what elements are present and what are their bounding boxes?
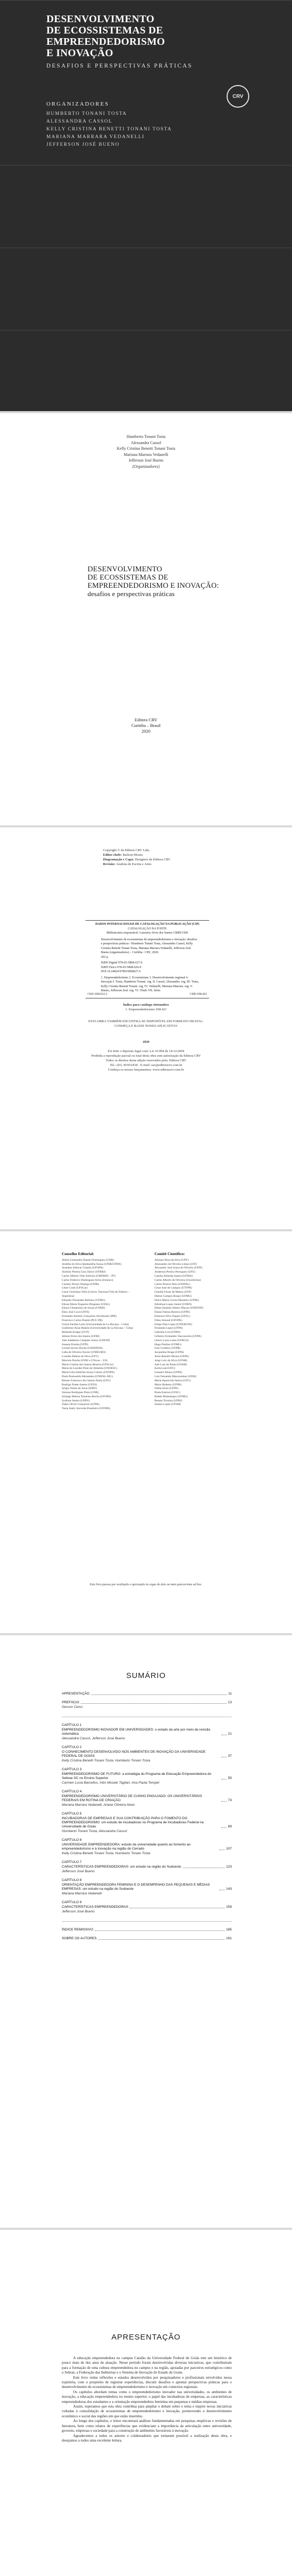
publisher-seal-icon [227, 85, 249, 108]
cover-subtitle: DESAFIOS E PERSPECTIVAS PRÁTICAS [46, 63, 193, 69]
member-name: Renato Teixeira (UFRJ) [154, 1399, 182, 1402]
toc-page-number: 159 [226, 1905, 232, 1909]
member-name: Cesar José de Campos (UTFPR) [154, 1286, 192, 1290]
toc-chapter-label[interactable] [62, 1745, 232, 1750]
isbn-print: ISBN Físico 978-65-5868-626-9 [101, 965, 142, 969]
member-name: Marcelo Paixão (UFRJ e UTexas – US) [62, 1359, 108, 1362]
member-name: Hugo Paulino (UFMG) [154, 1343, 182, 1346]
member-name: Maria Lília Imbiriba Sousa Colares (UFOPA) [62, 1371, 115, 1375]
member-name: Leandro Moura (UFPE) [154, 1371, 182, 1375]
paragraph: Os capítulos abordam temas como o empreendedorismo inovador nas universidades, os ambientes de inovação, a educação empreendedora no ensino superior, o papel das incubadoras de empresas, as características empreendedoras dos estudantes e a orientação empreendedora feminina em pequenas e médias empresas. [62, 2389, 232, 2404]
title-page [0, 413, 292, 825]
author-name: Humberto Tonani Tosta [126, 434, 166, 439]
title-line: DE ECOSSISTEMAS DE [88, 573, 168, 582]
member-name: Lídia de Oliveira Xavier (UNIEURO) [62, 1351, 106, 1354]
toc-entry[interactable] [62, 1865, 232, 1874]
toc-chapter-label[interactable] [62, 1901, 232, 1905]
cip-entry-text: Desenvolvimento de ecossistemas de empreendedorismo e inovação: desafios e perspectivas práticas / Humberto Tonani Tosta, Alessandra Cassol, Kelly Cristina Benetti Tonani Tosta, Mariana Marrara Vedanelli, Jefferson José Bueno (organizadores) – Curitiba : CRV, 2020. [101, 938, 197, 954]
cdd-code: CDD 658.421 [190, 992, 207, 996]
toc-entry[interactable] [62, 1772, 232, 1785]
toc-page-number: 191 [226, 1937, 232, 1940]
toc-entry-title: ORIENTAÇÃO EMPREENDEDORA FEMININA E O DESEMPENHO DAS PEQUENAS E MÉDIAS EMPRESAS: um estudo na região do Sudoeste [62, 1883, 210, 1891]
title-page-subtitle: desafios e perspectivas práticas [88, 590, 175, 598]
legal-block [0, 1019, 292, 1028]
toc-entry[interactable] [62, 1728, 232, 1741]
paragraph: Assim, esperamos que esta obra contribua para ampliar o debate sobre o tema e inspire novas iniciativas voltadas à consolidação de ecossistemas de empreendedorismo e inovação, promovendo o desenvolvimento econômico e social das regiões em que estão inseridos. [62, 2404, 232, 2418]
toc-chapter-label[interactable] [62, 1768, 232, 1772]
member-name: Carlos Pereira Neto (UNIFAL) [154, 1282, 191, 1286]
legal-line-2: CONHEÇA E BAIXE NOSSO APLICATIVO! [114, 1024, 178, 1028]
toc-page-number: 185 [226, 1928, 232, 1931]
toc-entry-title: O CONHECIMENTO DESENVOLVIDO NOS AMBIENTES DE INOVAÇÃO DA UNIVERSIDADE FEDERAL DE GOIÁS [62, 1750, 206, 1758]
member-name: Sydione Santos (UEPG) [62, 1399, 90, 1402]
publisher-name: Editora CRV [134, 717, 158, 722]
author-name: Jefferson José Bueno [128, 458, 164, 463]
cdu-code: CDU 658.012.2 [88, 992, 108, 996]
toc-entry-author: Mariana Marrara Vedanelli [62, 1892, 102, 1895]
member-name: Solange Helena Ximenes-Rocha (UFOPA) [62, 1395, 111, 1398]
cip-entry [85, 936, 209, 993]
member-name: Renato Francisco dos Santos Paula (UFG) [62, 1379, 111, 1382]
author-name: Mariana Marrara Vedanelli [124, 452, 168, 457]
toc-page-number: 21 [228, 1732, 232, 1736]
member-name: Sandra Lopes (UFSM) [154, 1403, 181, 1406]
member-name: Rodrigo Pratte-Santos (UFES) [62, 1383, 97, 1386]
member-name: Alexandre José Sousa de Oliveira (UFPI) [154, 1266, 202, 1270]
toc-entry[interactable] [62, 1750, 232, 1763]
member-name: Carmen Tereza Velanga (UNIR) [62, 1282, 99, 1286]
toc-entry-title: EMPREENDEDORISMO UNIVERSITÁRIO DE CUNHO ENGAJADO: OS UNIVERSITÁRIOS FEDERAIS EM ROTINA DE CRIAÇÃO [62, 1794, 202, 1802]
member-name: Eliane Fátima Bezerra (UFPE) [154, 1311, 190, 1314]
member-name: Andréia da Silva Quintanilha Sousa (UNIR/UFRN) [62, 1262, 122, 1266]
doi: DOI 10.24824/978655868627.6 [101, 970, 141, 973]
summary-title: SUMÁRIO [126, 1671, 166, 1680]
publisher-year: 2020 [142, 728, 150, 734]
toc-page-number: 107 [226, 1847, 232, 1851]
toc-entry-author: Jefferson José Bueno [62, 1910, 95, 1913]
toc-entry-author: Alessandra Cassol, Jefferson José Bueno [62, 1737, 125, 1740]
member-name: Fábio Amaral (UFOPA) [154, 1318, 182, 1322]
editor-value: Railson Moura [123, 853, 143, 857]
review-value: Analista de Escrita e Artes [116, 862, 152, 866]
toc-entry-title: APRESENTAÇÃO [62, 1692, 90, 1696]
member-name: Sérgio Nunes de Jesus (IFRO) [62, 1387, 97, 1391]
member-name: Ivan Cordeiro (UFPR) [154, 1347, 181, 1350]
member-name: Elizeu Clementino de Souza (UNEB) [62, 1307, 105, 1310]
member-name: Gilberto Fernandes Vasconcelos (UFPA) [154, 1334, 201, 1338]
member-name: Francisco Carlos Duarte (PUC-PR) [62, 1318, 103, 1322]
legal-deposit: Foi feito o depósito legal conf. Lei 10.994 de 14/12/2004 [108, 1049, 184, 1053]
member-name: Anderson Pereira Portuguez (UFU) [154, 1270, 196, 1274]
organizer-name: JEFFERSON JOSÉ BUENO [46, 142, 120, 147]
member-name: Jailson Alves dos Santos (UFRJ) [62, 1334, 100, 1338]
member-name: Tania Suely Azevedo Brasileiro (UFOPA) [62, 1407, 110, 1411]
committee-list [154, 1259, 232, 1407]
author-name: Kelly Cristina Benetti Tonani Tosta [116, 446, 176, 451]
member-name: Aldira Guimarães Duarte Domínguez (UNB) [62, 1258, 114, 1262]
editorial-council-page [0, 1231, 292, 1633]
member-name: João Adalberto Campato Junior (UNESP) [62, 1338, 110, 1342]
member-name: Dalton Campos Roque (UFMG) [154, 1294, 192, 1298]
member-name: Mario Roberto (UFPR) [154, 1383, 182, 1386]
member-name: José Luiz de Paula (UFAM) [154, 1363, 187, 1366]
paragraph: Agradecemos a todos os autores e colaboradores que tornaram possível a realização desta obra, e desejamos a todos uma excelente leitura. [62, 2433, 232, 2443]
toc-page-number: 11 [228, 1692, 232, 1696]
toc-entry-title: CAPÍTULO 3 [62, 1768, 82, 1771]
member-name: Leonel Severo Rocha (UNISINOS) [62, 1347, 103, 1350]
toc-entry[interactable] [62, 1817, 232, 1834]
organizers-heading: ORGANIZADORES [46, 101, 110, 107]
toc-leader [98, 1939, 225, 1940]
member-name: Jacqueline Braga (UFPA) [154, 1351, 184, 1354]
toc-entry-title: CAPÍTULO 5 [62, 1812, 82, 1816]
member-name: Edmilson Lopes Junior (UFRN) [154, 1302, 192, 1306]
cover-stripe [0, 330, 292, 331]
publisher-web: Conheça os nossos lançamentos: www.editoracrv.com.br [108, 1068, 184, 1072]
cover-title-line: E INOVAÇÃO [46, 47, 113, 59]
cip-librarian: Bibliotecária responsável: Luzenira Alves dos Santos CRB9/1506 [107, 931, 188, 935]
member-name: Helmuth Krüger (UCP) [62, 1331, 89, 1334]
toc-entry[interactable] [62, 1692, 232, 1696]
diagram-value: Designers da Editora CRV [134, 858, 170, 861]
organizer-name: HUMBERTO TONANI TOSTA [46, 111, 127, 116]
member-name: Simone Rodrigues Pinto (UNB) [62, 1391, 99, 1395]
presentation-page [0, 2230, 292, 2576]
toc-entry[interactable] [62, 1928, 232, 1932]
toc-entry-author: Kelly Cristina Benetti Tonani Tosta, Humberto Tonani Tosta [62, 1759, 150, 1762]
toc-entry-title: EMPREENDEDORISMO INOVADOR EM UNIVERSIDADES: o estado da arte por meio de revisão sistemática [62, 1728, 211, 1736]
title-line: DESENVOLVIMENTO [88, 565, 162, 573]
cip-subheading: CATALOGAÇÃO NA FONTE [128, 927, 167, 930]
toc-page-number: 55 [228, 1776, 232, 1780]
copyright-block [103, 848, 206, 867]
cip-record [85, 920, 209, 998]
member-name: Nádia Alves (UFPE) [154, 1387, 179, 1391]
member-name: Felipe Dias Lopes (UNIOESTE) [154, 1323, 193, 1326]
cip-heading: DADOS INTERNACIONAIS DE CATALOGAÇÃO NA PUBLICAÇÃO (CIP) [95, 923, 199, 926]
toc-entry-author: Gerson Cenci [62, 1705, 83, 1709]
organizer-name: MARIANA MARRARA VEDANELLI [46, 134, 145, 140]
toc-chapter-label[interactable] [62, 1860, 232, 1865]
member-name: Maria Aparecida Santos (UFU) [154, 1379, 191, 1382]
toc-leader [221, 1779, 227, 1780]
cover-title-line: EMPREENDEDORISMO [46, 36, 165, 47]
toc-entry[interactable] [62, 1937, 232, 1941]
review-label: Revisão: [103, 862, 115, 866]
toc-chapter-label[interactable] [62, 1812, 232, 1816]
presentation-body [62, 2356, 232, 2443]
toc-entry-title: PREFÁCIO [62, 1701, 79, 1704]
toc-page-number: 89 [228, 1825, 232, 1828]
publisher-city: Curitiba – Brasil [131, 723, 161, 728]
book-cover [0, 0, 292, 411]
cover-title-line: DESENVOLVIMENTO [46, 13, 154, 25]
toc-entry-author: Kelly Cristina Benetti Tonani Tosta, Humberto Tonani Tosta [62, 1852, 150, 1855]
author-role: (Organizadores) [132, 464, 160, 469]
toc-chapter-label[interactable] [62, 1723, 232, 1727]
author-name: Alessandra Cassol [131, 440, 161, 445]
rights-note-2: Todos os direitos desta edição reservados pela: Editora CRV [106, 1059, 186, 1062]
toc-leader [95, 1930, 225, 1931]
editor-label: Editor-chefe: [103, 853, 122, 857]
member-name: Alessandro de Oliveira Limas (UFF) [154, 1262, 197, 1266]
member-name: Carlos Federico Dominguez Avila (Unieuro) [62, 1278, 113, 1282]
member-name: Dulce Maria Correa Monteiro (UFPA) [154, 1298, 199, 1302]
copyright-line: Copyright © da Editora CRV Ltda. [103, 849, 150, 852]
toc-page-number: 123 [226, 1865, 232, 1869]
member-name: Élsio José Corá (UFFS) [62, 1311, 90, 1314]
organizer-name: ALESSANDRA CASSOL [46, 119, 113, 124]
publisher-info [0, 717, 292, 734]
title-line: EMPREENDEDORISMO E INOVAÇÃO: [88, 582, 219, 590]
member-name: Elbert Einstein Nehrer Macau (UNIFESP) [154, 1307, 203, 1310]
committee-column [154, 1252, 232, 1407]
toc-leader [91, 1694, 227, 1695]
toc-page-number: 37 [228, 1754, 232, 1758]
member-name: Emerson Silva Taques (UFSC) [154, 1314, 190, 1318]
isbn-digital: ISBN Digital 978-65-5868-627-6 [101, 961, 143, 964]
member-name: Josania Portela (UFPI) [62, 1343, 88, 1346]
rights-block [0, 1049, 292, 1072]
toc-entry-author: Carmen Lucia Barcellos, Inês Mosele Tagliari, Ana Paula Tempel [62, 1781, 160, 1785]
toc-entry-title: UNIVERSIDADE EMPREENDEDORA: estudo da universidade quanto ao fomento ao empreendedorismo e à inovação na região do Cerrado [62, 1843, 191, 1851]
paragraph: Ao longo dos capítulos, o leitor encontrará análises fundamentadas em pesquisas empíricas e revisões de literatura, bem como relatos de experiências que evidenciam a importância da articulação entre universidade, governo, empresas e sociedade para a construção de ambientes favoráveis à inovação. [62, 2419, 232, 2433]
cip-pages: 202 p. [101, 955, 109, 959]
member-name: Camila Almeida Santos (UFMA) [154, 1274, 193, 1278]
toc-entry-title: CAPÍTULO 9 [62, 1901, 82, 1904]
member-name: Lourdes Helena da Silva (UFV) [62, 1354, 99, 1358]
toc-entry-title: EMPREENDEDORISMO DE FUTURO: a estratégia do Programa de Educação Empreendedora do Sebrae SC no Ensino Superior [62, 1772, 212, 1780]
member-name: Gleice Luzia Leme (UFRGS) [154, 1338, 189, 1342]
member-name: Paula Esteves (UFSC) [154, 1391, 181, 1395]
organizer-name: KELLY CRISTINA BENETTI TONANI TOSTA [46, 127, 172, 132]
toc-entry-author: Mariana Marrara Vedanelli, Ariane Oliveira Alves [62, 1803, 135, 1807]
member-name: Jesús Ranulfo Moura (UEPA) [154, 1354, 189, 1358]
toc-entry-title: INCUBADORAS DE EMPRESAS E SUA CONTRIBUIÇÃO PARA O FOMENTO DO EMPREENDEDORISMO: um estudo de incubadoras no Programa de Incubadoras Federal na Universidade de Goiás [62, 1817, 204, 1828]
member-name: Carlos Alberto de Oliveira (Unichristus) [154, 1278, 201, 1282]
organizers-list [46, 110, 211, 149]
cover-title [46, 13, 216, 59]
toc-entry-title: SOBRE OS AUTORES [62, 1937, 97, 1940]
member-name: Eduardo Fernandes Barbosa (UFMG) [62, 1298, 106, 1302]
member-name: Luís Fernando Mascarenhas (UFRJ) [154, 1375, 197, 1378]
publisher-phone: Tel.: (41) 3039-6418 - E-mail: sac@editoracrv.com.br [110, 1063, 182, 1067]
toc-entry-title: ÍNDICE REMISSIVO [62, 1928, 93, 1931]
title-page-authors [0, 434, 292, 469]
toc-chapter-label[interactable] [62, 1790, 232, 1794]
toc-entry-title: CARACTERÍSTICAS EMPREENDEDORAS [62, 1905, 128, 1909]
catalog-page [0, 827, 292, 1229]
council-column [62, 1252, 139, 1411]
cover-title-line: DE ECOSSISTEMAS DE [46, 25, 163, 36]
member-name: Maria de Lourdes Pinto de Almeida (UNOESC) [62, 1367, 117, 1370]
toc-page-number: 143 [226, 1887, 232, 1891]
council-list [62, 1259, 139, 1411]
cover-stripe-top [0, 0, 292, 1]
toc-entry[interactable] [62, 1701, 232, 1709]
member-name: Gabriela Lira (UFRN) [154, 1331, 181, 1334]
council-heading: Conselho Editorial: [62, 1251, 94, 1256]
member-name: Tadeu Oliver Gonçalves (UFPA) [62, 1403, 100, 1406]
summary-page [0, 1635, 292, 2228]
index-block [0, 1003, 292, 1012]
member-name: Karla Leal (UFU) [154, 1367, 176, 1370]
toc-entry-title: CAPÍTULO 8 [62, 1878, 82, 1882]
rights-note: Proibida a reprodução parcial ou total desta obra sem autorização da Editora CRV [91, 1054, 201, 1058]
presentation-title: APRESENTAÇÃO [111, 2333, 181, 2342]
title-page-title [88, 565, 221, 598]
member-name: Antônio Pereira Gaio Júnior (UFRRJ) [62, 1270, 106, 1274]
toc-entry-title: CAPÍTULO 1 [62, 1723, 82, 1727]
cip-codes [88, 992, 207, 997]
member-name: Rafael Montenegro (UFMG) [154, 1395, 188, 1398]
member-name: Guillermo Arias Beatón (Universidade de La Havana – Cuba) [62, 1327, 133, 1330]
member-name: Maria Cristina dos Santos Bezerra (UFSCar) [62, 1363, 114, 1366]
toc-entry[interactable] [62, 1883, 232, 1896]
member-name: Fernando Antônio Gonçalves Alcoforado (IPB) [62, 1314, 116, 1318]
toc-chapter-label[interactable] [62, 1838, 232, 1842]
catalog-year: 2020 [143, 1040, 149, 1044]
member-name: Fernanda Lopes (UFPA) [154, 1327, 183, 1330]
toc-leader [221, 1827, 227, 1828]
peer-review-note: Este livro passou por avaliação e aprovação às cegas de dois ou mais pareceristas ad hoc. [90, 1583, 202, 1586]
toc-leader [81, 1703, 227, 1704]
member-name: Elione Maria Nogueira Diogenes (UFAL) [62, 1302, 110, 1306]
toc-entry[interactable] [62, 1794, 232, 1807]
toc-chapter-label[interactable] [62, 1878, 232, 1883]
toc-page-number: 73 [228, 1799, 232, 1802]
committee-heading: Comitê Científico: [154, 1251, 185, 1256]
toc-entry-title: CAPÍTULO 7 [62, 1860, 82, 1864]
member-name: Gloria Fariñas León (Universidade de La Havana – Cuba) [62, 1323, 129, 1326]
cip-subjects: 1. Empreendedorismo 2. Ecossistemas 3. Desenvolvimento regional 4. Inovação I. Tosta, Humberto Tonani. org. II. Cassol, Alessandra. org. III. Tosta, Kelly Cristina Benetti Tonani. org. IV. Vedanelli, Mariana Marrara. org. V. Bueno, Jefferson José. org. VI. Título VII. Série. [101, 976, 199, 992]
member-name: Anselmo Alencar Colares (UFOPA) [62, 1266, 104, 1270]
toc-entry-author: Jefferson José Bueno [62, 1870, 95, 1873]
toc-entry-title: CAPÍTULO 2 [62, 1745, 82, 1749]
toc-entry[interactable] [62, 1905, 232, 1914]
toc-leader [221, 1801, 227, 1802]
toc-entry-author: Humberto Tonani Tosta, Alessandra Cassol [62, 1829, 127, 1833]
cover-stripe [0, 165, 292, 166]
toc-entry-title: CARACTERÍSTICAS EMPREENDEDORAS: um estudo na região do Sudoeste [62, 1865, 181, 1869]
toc-entry-title: CAPÍTULO 4 [62, 1790, 82, 1793]
paragraph: Este livro reúne reflexões e estudos desenvolvidos por pesquisadores e profissionais envolvidos nessa trajetória, com o propósito de registrar experiências, discutir desafios e apontar perspectivas práticas para o desenvolvimento de ecossistemas de empreendedorismo e inovação em contextos regionais. [62, 2375, 232, 2389]
toc-divider [62, 1921, 232, 1922]
toc-entry-title: CAPÍTULO 6 [62, 1838, 82, 1842]
member-name: Paulo Romualdo Hernandes (UNIFAL-MG) [62, 1375, 113, 1378]
toc-page-number: 13 [228, 1701, 232, 1704]
member-name: Carlos Alberto Vilar Estêvão (UMINHO – PT) [62, 1274, 116, 1278]
member-name: Cesar Gerónimo Tello (Univer. Nacional Três de Febrero – Argentina) [62, 1291, 130, 1298]
diagram-label: Diagramação e Capa: [103, 858, 134, 861]
table-of-contents [62, 1692, 232, 1945]
member-name: Adriano Rosa da Silva (UFF) [154, 1258, 188, 1262]
seal-label: CRV [232, 93, 244, 99]
cover-stripe [0, 247, 292, 248]
legal-line: ESTA OBRA TAMBÉM ENCONTRA-SE DISPONÍVEL EM FORMATO DIGITAL. [88, 1020, 204, 1023]
member-name: Celso Conti (UFSCar) [62, 1286, 88, 1290]
toc-entry[interactable] [62, 1843, 232, 1856]
index-heading: Índice para catálogo sistemático [123, 1003, 169, 1007]
index-entry: 1. Empreendedorismo 658.421 [125, 1008, 167, 1011]
member-name: Jorge Luiz da Silva (UFSM) [154, 1359, 187, 1362]
member-name: Claudia Farias de Mattos (UFF) [154, 1291, 192, 1294]
paragraph: A educação empreendedora no campus Catalão da Universidade Federal de Goiás tem um histórico de pouco mais de dez anos de atuação. Nesse período foram desenvolvidas diversas iniciativas, que contribuíram para a formação de uma cultura empreendedora no campus e na região, apoiadas por parceiros estratégicos como o Sebrae, a Federação das Indústrias e o Sistema de Inovação do Estado de Goiás. [62, 2356, 232, 2375]
